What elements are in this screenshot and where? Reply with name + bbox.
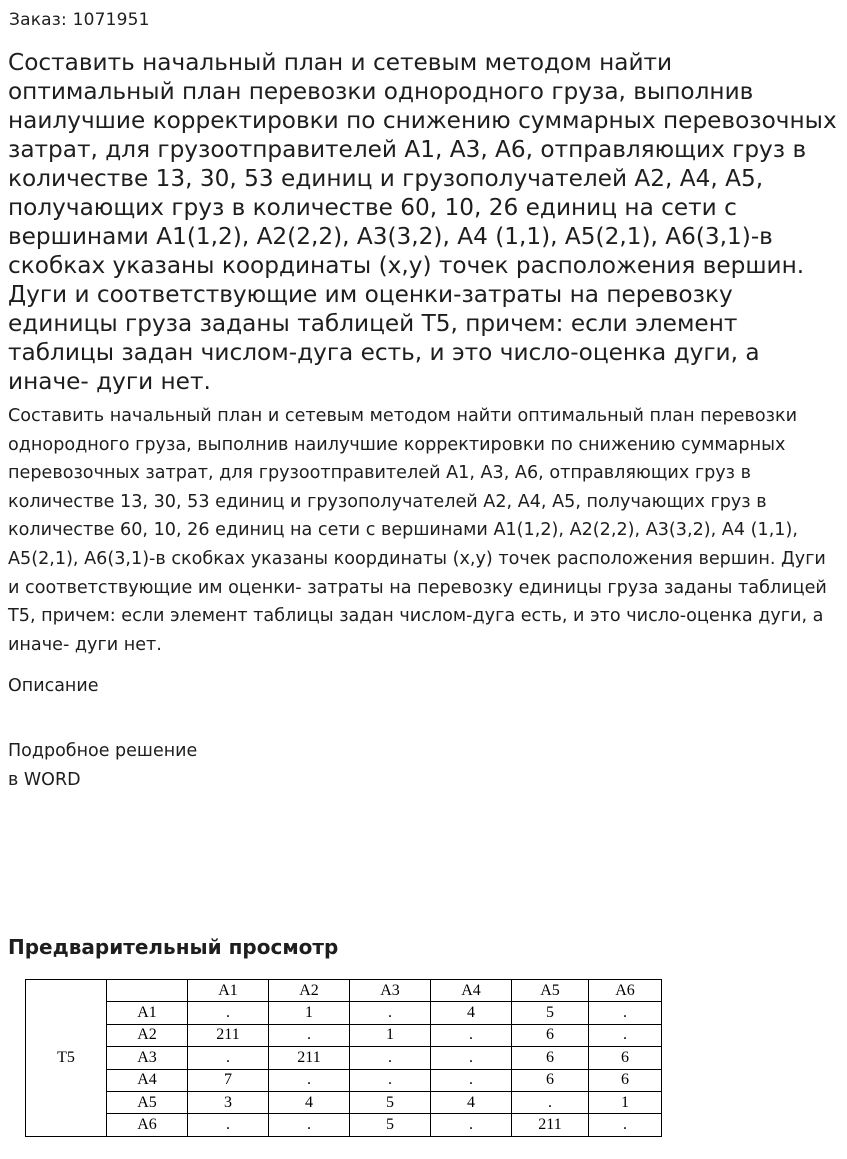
table-cell: .	[269, 1069, 350, 1091]
preview-table-t5	[25, 979, 662, 1137]
table-cell: .	[188, 1047, 269, 1069]
table-cell: 6	[589, 1069, 662, 1091]
table-row	[26, 1091, 662, 1113]
column-header: А6	[589, 980, 662, 1002]
table-cell: 6	[512, 1069, 589, 1091]
table-cell: 4	[431, 1091, 512, 1113]
table-cell: .	[188, 1002, 269, 1024]
table-row	[26, 1024, 662, 1046]
table-cell: .	[589, 1114, 662, 1136]
task-title: Составить начальный план и сетевым методом найти оптимальный план перевозки однородного груза, выполнив наилучшие корректировки по снижению суммарных перевозочных затрат, для грузоотправителей А1, А3, А6, отправляющих груз в количестве 13, 30, 53 единиц и грузополучателей А2, А4, А5, получающих груз в количестве 60, 10, 26 единиц на сети с вершинами А1(1,2), А2(2,2), А3(3,2), А4 (1,1), А5(2,1), А6(3,1)-в скобках указаны координаты (x,y) точек расположения вершин. Дуги и соответствующие им оценки-затраты на перевозку единицы груза заданы таблицей Т5, причем: если элемент таблицы задан числом-дуга есть, и это число-оценка дуги, а иначе- дуги нет.	[8, 49, 837, 395]
table-row	[26, 1114, 662, 1136]
table-row	[26, 1047, 662, 1069]
row-header: А1	[107, 1002, 188, 1024]
table-row	[26, 1002, 662, 1024]
table-cell: .	[350, 1047, 431, 1069]
table-cell: 4	[431, 1002, 512, 1024]
table-cell: 1	[589, 1091, 662, 1113]
order-number: Заказ: 1071951	[9, 10, 150, 30]
table-header-row	[26, 980, 662, 1002]
table-cell: 5	[350, 1114, 431, 1136]
table-cell: 3	[188, 1091, 269, 1113]
table-cell: 4	[269, 1091, 350, 1113]
table-cell: .	[431, 1114, 512, 1136]
table-row	[26, 1069, 662, 1091]
column-header: А5	[512, 980, 589, 1002]
row-header: А6	[107, 1114, 188, 1136]
preview-heading: Предварительный просмотр	[8, 935, 339, 959]
table-corner-cell	[107, 980, 188, 1002]
table-cell: 5	[512, 1002, 589, 1024]
column-header: А4	[431, 980, 512, 1002]
row-header: А3	[107, 1047, 188, 1069]
table-cell: 1	[269, 1002, 350, 1024]
table-cell: .	[188, 1114, 269, 1136]
table-cell: .	[431, 1069, 512, 1091]
table-cell: .	[431, 1024, 512, 1046]
table-cell: .	[512, 1091, 589, 1113]
row-header: А5	[107, 1091, 188, 1113]
description-label: Описание	[8, 676, 99, 696]
table-cell: 211	[512, 1114, 589, 1136]
table-cell: 6	[589, 1047, 662, 1069]
table-cell: 211	[188, 1024, 269, 1046]
task-description: Составить начальный план и сетевым методом найти оптимальный план перевозки однородного груза, выполнив наилучшие корректировки по снижению суммарных перевозочных затрат, для грузоотправителей А1, А3, А6, отправляющих груз в количестве 13, 30, 53 единиц и грузополучателей А2, А4, А5, получающих груз в количестве 60, 10, 26 единиц на сети с вершинами А1(1,2), А2(2,2), А3(3,2), А4 (1,1), А5(2,1), А6(3,1)-в скобках указаны координаты (x,y) точек расположения вершин. Дуги и соответствующие им оценки- затраты на перевозку единицы груза заданы таблицей Т5, причем: если элемент таблицы задан числом-дуга есть, и это число-оценка дуги, а иначе- дуги нет.	[8, 406, 827, 655]
description-text	[8, 737, 197, 795]
table-cell: 1	[350, 1024, 431, 1046]
column-header: А2	[269, 980, 350, 1002]
table-cell: .	[269, 1024, 350, 1046]
column-header: А3	[350, 980, 431, 1002]
row-header: А4	[107, 1069, 188, 1091]
table-cell: 6	[512, 1024, 589, 1046]
table-cell: 211	[269, 1047, 350, 1069]
table-cell: .	[350, 1069, 431, 1091]
table-cell: .	[589, 1024, 662, 1046]
table-cell: .	[431, 1047, 512, 1069]
table-cell: .	[350, 1002, 431, 1024]
table-cell: 6	[512, 1047, 589, 1069]
description-line: в WORD	[8, 770, 81, 790]
table-cell: 7	[188, 1069, 269, 1091]
row-header: А2	[107, 1024, 188, 1046]
table-label-cell: Т5	[26, 980, 107, 1137]
description-line: Подробное решение	[8, 741, 198, 761]
table-cell: .	[589, 1002, 662, 1024]
column-header: А1	[188, 980, 269, 1002]
table-cell: .	[269, 1114, 350, 1136]
table-cell: 5	[350, 1091, 431, 1113]
